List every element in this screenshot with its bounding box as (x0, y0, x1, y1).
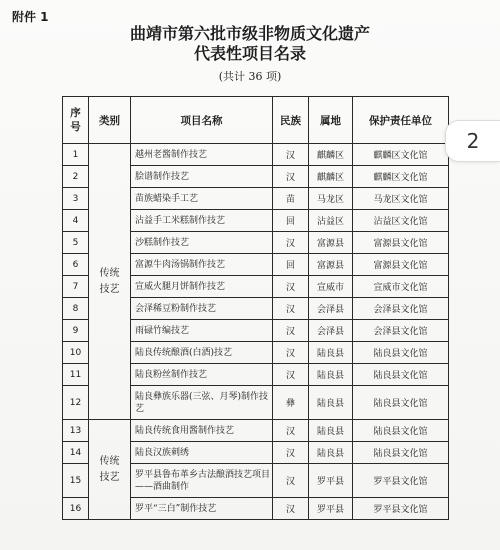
cell-unit: 麒麟区文化馆 (353, 144, 449, 166)
cell-region: 宣威市 (309, 276, 353, 298)
page-number-badge[interactable]: 2 (445, 120, 500, 162)
cell-project: 苗族蜡染手工艺 (131, 188, 273, 210)
cell-project: 越州老酱制作技艺 (131, 144, 273, 166)
cell-no: 10 (63, 342, 89, 364)
cell-project: 陆良彝族乐器(三弦、月琴)制作技艺 (131, 386, 273, 420)
cell-region: 陆良县 (309, 386, 353, 420)
cell-ethnicity: 汉 (273, 464, 309, 498)
cell-project: 陆良传统食用酱制作技艺 (131, 420, 273, 442)
cell-project: 沾益手工米糕制作技艺 (131, 210, 273, 232)
table-body (63, 144, 449, 520)
cell-unit: 罗平县文化馆 (353, 464, 449, 498)
cell-project: 富源牛肉汤锅制作技艺 (131, 254, 273, 276)
cell-region: 陆良县 (309, 364, 353, 386)
cell-region: 富源县 (309, 254, 353, 276)
cell-region: 马龙区 (309, 188, 353, 210)
cell-ethnicity: 汉 (273, 442, 309, 464)
cell-unit: 罗平县文化馆 (353, 498, 449, 520)
cell-ethnicity: 汉 (273, 232, 309, 254)
cell-unit: 富源县文化馆 (353, 232, 449, 254)
cell-region: 麒麟区 (309, 166, 353, 188)
cell-region: 富源县 (309, 232, 353, 254)
cell-region: 麒麟区 (309, 144, 353, 166)
cell-region: 会泽县 (309, 320, 353, 342)
cell-ethnicity: 汉 (273, 420, 309, 442)
cell-project: 陆良粉丝制作技艺 (131, 364, 273, 386)
cell-no: 12 (63, 386, 89, 420)
cell-no: 5 (63, 232, 89, 254)
cell-project: 陆良汉族刺绣 (131, 442, 273, 464)
cell-no: 3 (63, 188, 89, 210)
cell-project: 脍谱制作技艺 (131, 166, 273, 188)
cell-category: 传统 技艺 (89, 144, 131, 420)
cell-unit: 陆良县文化馆 (353, 342, 449, 364)
header-ethnicity: 民族 (273, 97, 309, 144)
cell-no: 7 (63, 276, 89, 298)
cell-ethnicity: 汉 (273, 144, 309, 166)
header-unit: 保护责任单位 (353, 97, 449, 144)
document-subtitle: (共计 36 项) (218, 70, 282, 83)
cell-ethnicity: 汉 (273, 166, 309, 188)
cell-region: 陆良县 (309, 342, 353, 364)
cell-no: 16 (63, 498, 89, 520)
cell-region: 会泽县 (309, 298, 353, 320)
cell-project: 雨碌竹编技艺 (131, 320, 273, 342)
cell-region: 罗平县 (309, 498, 353, 520)
cell-no: 6 (63, 254, 89, 276)
cell-no: 2 (63, 166, 89, 188)
cell-category: 传统 技艺 (89, 420, 131, 520)
cell-unit: 富源县文化馆 (353, 254, 449, 276)
cell-no: 15 (63, 464, 89, 498)
cell-project: 罗平县鲁布革乡古法酿酒技艺项目——酒曲制作 (131, 464, 273, 498)
header-no: 序 号 (63, 97, 89, 144)
document-title-line1: 曲靖市第六批市级非物质文化遗产 (129, 24, 370, 43)
cell-project: 陆良传统酿酒(白酒)技艺 (131, 342, 273, 364)
table-header-row (63, 97, 449, 144)
cell-region: 罗平县 (309, 464, 353, 498)
cell-region: 陆良县 (309, 442, 353, 464)
cell-ethnicity: 回 (273, 254, 309, 276)
header-category: 类别 (89, 97, 131, 144)
cell-ethnicity: 汉 (273, 320, 309, 342)
cell-ethnicity: 彝 (273, 386, 309, 420)
cell-unit: 会泽县文化馆 (353, 320, 449, 342)
cell-ethnicity: 汉 (273, 298, 309, 320)
cell-project: 宣威火腿月饼制作技艺 (131, 276, 273, 298)
header-project: 项目名称 (131, 97, 273, 144)
cell-no: 11 (63, 364, 89, 386)
cell-ethnicity: 汉 (273, 364, 309, 386)
cell-ethnicity: 汉 (273, 276, 309, 298)
cell-ethnicity: 汉 (273, 498, 309, 520)
table-row (63, 144, 449, 166)
cell-ethnicity: 回 (273, 210, 309, 232)
cell-project: 沙糕制作技艺 (131, 232, 273, 254)
cell-no: 4 (63, 210, 89, 232)
header-region: 属地 (309, 97, 353, 144)
cell-unit: 宣威市文化馆 (353, 276, 449, 298)
heritage-table (62, 96, 449, 520)
cell-unit: 陆良县文化馆 (353, 420, 449, 442)
cell-unit: 沾益区文化馆 (353, 210, 449, 232)
cell-no: 14 (63, 442, 89, 464)
cell-unit: 陆良县文化馆 (353, 364, 449, 386)
table-row (63, 420, 449, 442)
cell-region: 沾益区 (309, 210, 353, 232)
cell-unit: 会泽县文化馆 (353, 298, 449, 320)
cell-project: 会泽稀豆粉制作技艺 (131, 298, 273, 320)
cell-ethnicity: 汉 (273, 342, 309, 364)
document-title-line2: 代表性项目名录 (193, 44, 306, 63)
cell-no: 1 (63, 144, 89, 166)
cell-ethnicity: 苗 (273, 188, 309, 210)
cell-region: 陆良县 (309, 420, 353, 442)
cell-no: 8 (63, 298, 89, 320)
cell-project: 罗平“三白”制作技艺 (131, 498, 273, 520)
cell-unit: 陆良县文化馆 (353, 386, 449, 420)
cell-no: 9 (63, 320, 89, 342)
cell-unit: 麒麟区文化馆 (353, 166, 449, 188)
cell-unit: 马龙区文化馆 (353, 188, 449, 210)
attachment-label: 附件 1 (12, 10, 49, 24)
cell-no: 13 (63, 420, 89, 442)
cell-unit: 陆良县文化馆 (353, 442, 449, 464)
